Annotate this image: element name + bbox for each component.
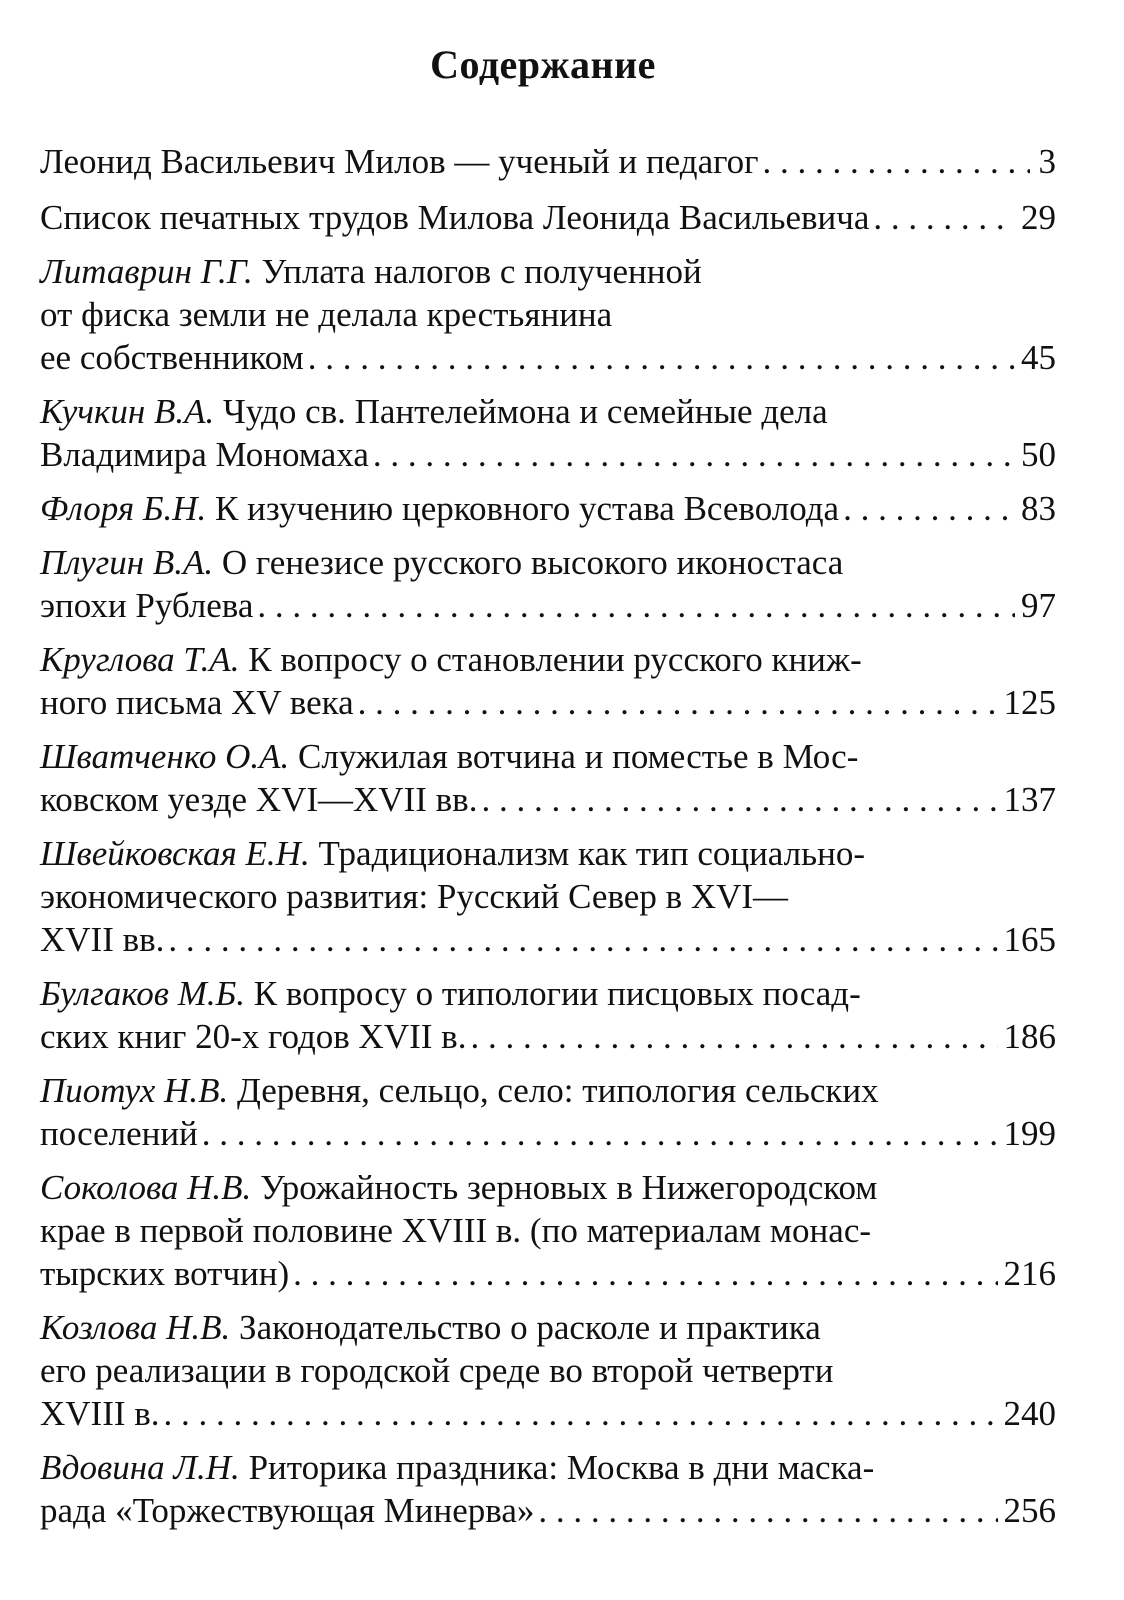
toc-entry-title xyxy=(40,1015,466,1058)
toc-entry-text: его реализации в городской среде во второй четверти xyxy=(40,1351,834,1390)
toc-entry-text: Деревня, сельцо, село: типология сельских xyxy=(228,1071,879,1110)
page-number: 125 xyxy=(1003,683,1056,722)
dot-leader xyxy=(257,584,1015,627)
toc-entry-line xyxy=(40,832,1056,875)
dot-leader xyxy=(762,140,1030,183)
dot-leader xyxy=(873,196,1015,239)
toc-entry-text: рада «Торжествующая Минерва» xyxy=(40,1491,535,1530)
toc-entry-text: Уплата налогов с полученной xyxy=(252,252,702,291)
dot-leader xyxy=(164,1392,998,1435)
toc-entry xyxy=(40,735,1056,821)
dot-leader xyxy=(470,1015,997,1058)
toc-entry xyxy=(40,390,1056,476)
toc-entry-text: ного письма XV века xyxy=(40,683,354,722)
dot-leader xyxy=(481,778,997,821)
toc-entry-title xyxy=(40,778,477,821)
toc-entry-line xyxy=(40,778,1056,821)
toc-entry-title xyxy=(40,196,869,239)
toc-entry-author: Булгаков М.Б. xyxy=(40,974,246,1013)
toc-entry-line xyxy=(40,638,1056,681)
toc-entry-line xyxy=(40,1252,1056,1295)
toc-entry-author: Швейковская Е.Н. xyxy=(40,834,310,873)
toc-entry xyxy=(40,1069,1056,1155)
toc-entry-text: крае в первой половине XVIII в. (по материалам монас- xyxy=(40,1211,872,1250)
page-number: 97 xyxy=(1021,586,1056,625)
toc-entry-text: К вопросу о типологии писцовых посад- xyxy=(245,974,861,1013)
toc-entry-text: Урожайность зерновых в Нижегородском xyxy=(251,1168,878,1207)
toc-entry-author: Кучкин В.А. xyxy=(40,392,215,431)
toc-entry-line xyxy=(40,1112,1056,1155)
page-number: 216 xyxy=(1003,1254,1056,1293)
dot-leader xyxy=(168,918,997,961)
page-number: 50 xyxy=(1021,435,1056,474)
toc-entry-title xyxy=(40,433,369,476)
toc-entry-title xyxy=(40,1112,198,1155)
toc-entry-line xyxy=(40,1069,1056,1112)
toc-entry xyxy=(40,638,1056,724)
toc-entry xyxy=(40,196,1056,239)
toc-entry xyxy=(40,832,1056,961)
toc-entry-title xyxy=(40,140,758,183)
toc-entry-author: Круглова Т.А. xyxy=(40,640,240,679)
toc-entry-title xyxy=(40,487,839,530)
dot-leader xyxy=(308,336,1015,379)
dot-leader xyxy=(358,681,998,724)
toc-entry-line xyxy=(40,433,1056,476)
toc-entry-author: Соколова Н.В. xyxy=(40,1168,252,1207)
toc-entry xyxy=(40,1446,1056,1532)
page-number: 240 xyxy=(1003,1394,1056,1433)
toc-entry-text: Традиционализм как тип социально- xyxy=(309,834,865,873)
toc-entry-text: Леонид Васильевич Милов — ученый и педагог xyxy=(40,142,759,181)
toc-entry-text: ских книг 20-х годов XVII в. xyxy=(40,1017,467,1056)
toc-entry-text: ковском уезде XVI—XVII вв. xyxy=(40,780,478,819)
toc-entry-text: тырских вотчин) xyxy=(40,1254,290,1293)
toc-entry-line xyxy=(40,875,1056,918)
toc-entry-text: XVII вв. xyxy=(40,920,165,959)
toc-entry-text: поселений xyxy=(40,1114,198,1153)
toc-entry-line xyxy=(40,390,1056,433)
toc-entry-line xyxy=(40,1349,1056,1392)
table-of-contents xyxy=(40,140,1056,1532)
toc-entry-title xyxy=(40,681,354,724)
toc-entry-text: Законодательство о расколе и практика xyxy=(230,1308,821,1347)
toc-entry-line xyxy=(40,584,1056,627)
dot-leader xyxy=(538,1489,997,1532)
toc-entry-text: К изучению церковного устава Всеволода xyxy=(206,489,840,528)
toc-entry xyxy=(40,1166,1056,1295)
toc-entry-author: Вдовина Л.Н. xyxy=(40,1448,240,1487)
toc-entry-title xyxy=(40,1489,534,1532)
toc-entry xyxy=(40,140,1056,183)
toc-entry-line xyxy=(40,735,1056,778)
toc-entry-line xyxy=(40,1209,1056,1252)
page-number: 199 xyxy=(1003,1114,1056,1153)
toc-entry xyxy=(40,250,1056,379)
page-number: 29 xyxy=(1021,198,1056,237)
toc-entry-title xyxy=(40,336,304,379)
page-number: 165 xyxy=(1003,920,1056,959)
toc-entry-line xyxy=(40,1446,1056,1489)
dot-leader xyxy=(373,433,1015,476)
toc-entry xyxy=(40,487,1056,530)
toc-entry-author: Козлова Н.В. xyxy=(40,1308,231,1347)
toc-entry-line xyxy=(40,681,1056,724)
dot-leader xyxy=(202,1112,998,1155)
toc-entry xyxy=(40,1306,1056,1435)
page-number: 137 xyxy=(1003,780,1056,819)
toc-entry-line xyxy=(40,293,1056,336)
toc-entry-line xyxy=(40,250,1056,293)
toc-entry-text: О генезисе русского высокого иконостаса xyxy=(213,543,844,582)
page-number: 186 xyxy=(1003,1017,1056,1056)
toc-entry xyxy=(40,972,1056,1058)
toc-entry-author: Шватченко О.А. xyxy=(40,737,290,776)
toc-entry-title xyxy=(40,1392,160,1435)
toc-entry-line xyxy=(40,487,1056,530)
toc-entry-line xyxy=(40,1306,1056,1349)
toc-entry-author: Пиотух Н.В. xyxy=(40,1071,229,1110)
toc-entry-text: К вопросу о становлении русского книж- xyxy=(239,640,862,679)
toc-entry-text: Риторика праздника: Москва в дни маска- xyxy=(239,1448,875,1487)
toc-entry-author: Плугин В.А. xyxy=(40,543,214,582)
toc-entry-line xyxy=(40,196,1056,239)
toc-entry-line xyxy=(40,541,1056,584)
toc-entry-title xyxy=(40,918,164,961)
toc-entry-title xyxy=(40,584,253,627)
toc-entry-line xyxy=(40,1392,1056,1435)
toc-entry-line xyxy=(40,336,1056,379)
toc-entry-line xyxy=(40,1489,1056,1532)
toc-entry-line xyxy=(40,1166,1056,1209)
toc-entry-text: XVIII в. xyxy=(40,1394,160,1433)
toc-entry-text: экономического развития: Русский Север в XVI— xyxy=(40,877,789,916)
toc-entry-text: Список печатных трудов Милова Леонида Васильевича xyxy=(40,198,870,237)
dot-leader xyxy=(843,487,1015,530)
toc-entry-text: от фиска земли не делала крестьянина xyxy=(40,295,613,334)
toc-entry-text: Владимира Мономаха xyxy=(40,435,369,474)
toc-entry-line xyxy=(40,972,1056,1015)
toc-entry-text: эпохи Рублева xyxy=(40,586,254,625)
toc-entry-text: Служилая вотчина и поместье в Мос- xyxy=(289,737,859,776)
toc-entry xyxy=(40,541,1056,627)
toc-entry-text: ее собственником xyxy=(40,338,304,377)
page-title: Содержание xyxy=(430,42,656,87)
dot-leader xyxy=(293,1252,997,1295)
toc-entry-author: Литаврин Г.Г. xyxy=(40,252,253,291)
page-number: 256 xyxy=(1003,1491,1056,1530)
toc-entry-title xyxy=(40,1252,289,1295)
page-number: 45 xyxy=(1021,338,1056,377)
toc-entry-line xyxy=(40,918,1056,961)
toc-entry-line xyxy=(40,140,1056,183)
toc-entry-text: Чудо св. Пантелеймона и семейные дела xyxy=(214,392,828,431)
toc-entry-author: Флоря Б.Н. xyxy=(40,489,207,528)
toc-entry-line xyxy=(40,1015,1056,1058)
page-number: 83 xyxy=(1021,489,1056,528)
page-number: 3 xyxy=(1038,142,1056,181)
